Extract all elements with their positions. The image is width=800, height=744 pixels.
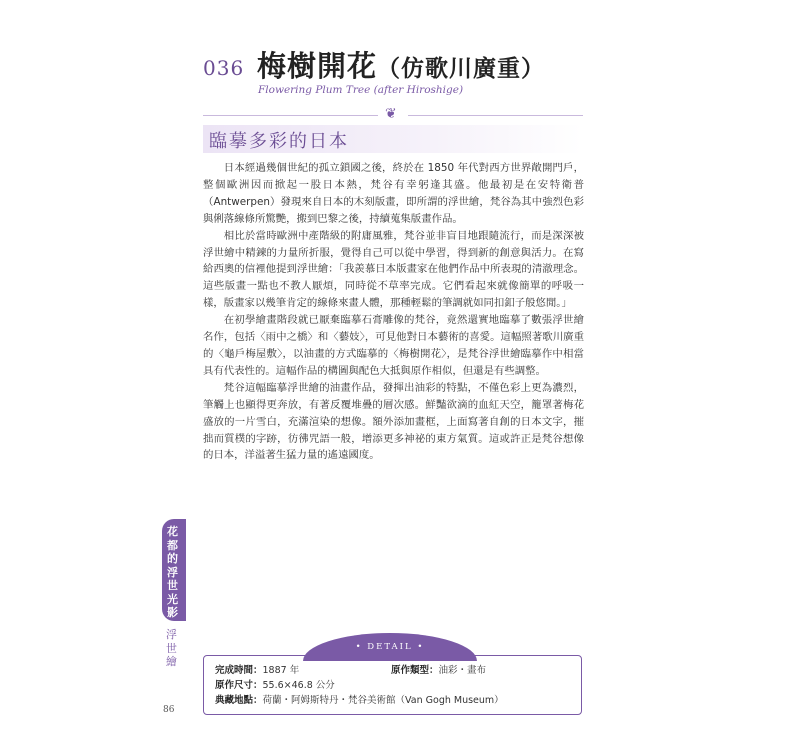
- section-title: 臨摹多彩的日本: [209, 131, 349, 152]
- section-band: [203, 125, 583, 153]
- detail-value: 荷蘭・阿姆斯特丹・梵谷美術館（Van Gogh Museum）: [262, 695, 504, 706]
- page-title: [257, 44, 545, 85]
- paragraph: 日本經過幾個世紀的孤立鎖國之後，終於在 1850 年代對西方世界敞開門戶，整個歐洲因而掀起一股日本熱，梵谷有幸躬逢其盛。他最初是在安特衛普（Antwerpen）發現來自日本的木刻版畫，即所謂的浮世繪，梵谷為其中強烈色彩與俐落線條所驚艷，搬到巴黎之後，持續蒐集版畫作品。: [203, 162, 584, 225]
- title-main: 梅樹開花: [257, 49, 378, 83]
- divider-line-right: [408, 115, 583, 116]
- detail-value: 1887 年: [262, 665, 300, 676]
- detail-size: [215, 677, 335, 691]
- side-tab-label: 花都的浮世光影: [167, 525, 178, 619]
- english-subtitle: Flowering Plum Tree (after Hiroshige): [258, 84, 464, 96]
- chapter-side-tab: [162, 519, 186, 621]
- side-subtitle: 浮世繪: [166, 628, 177, 668]
- detail-value: 55.6×46.8 公分: [262, 680, 335, 691]
- chapter-number: 036: [203, 56, 245, 80]
- header-divider: [203, 106, 583, 122]
- article-body: [203, 160, 584, 464]
- paragraph: 相比於當時歐洲中產階級的附庸風雅，梵谷並非盲目地跟隨流行，而是深深被浮世繪中精鍊的力量所折服，覺得自己可以從中學習，得到新的創意與活力。在寫給西奧的信裡他提到浮世繪：「我羨慕日本版畫家在他們作品中所表現的清澈理念。這些版畫一點也不教人厭煩，同時從不草率完成。它們看起來就像簡單的呼吸一樣，版畫家以幾筆肯定的線條來畫人體，那種輕鬆的筆調就如同扣釦子般悠閒。」: [203, 229, 584, 310]
- detail-value: 油彩・畫布: [438, 665, 487, 676]
- title-suffix: （仿歌川廣重）: [377, 55, 546, 82]
- detail-key: 原作類型：: [391, 665, 439, 676]
- detail-medium: [391, 662, 486, 676]
- detail-cap: [303, 633, 477, 661]
- detail-key: 典藏地點：: [215, 695, 263, 706]
- ornament-icon: ❦: [385, 106, 397, 122]
- divider-line-left: [203, 115, 378, 116]
- paragraph: 在初學繪畫階段就已厭棄臨摹石膏雕像的梵谷，竟然還實地臨摹了數張浮世繪名作，包括〈雨中之橋〉和〈藝妓〉，可見他對日本藝術的喜愛。這幅照著歌川廣重的〈龜戶梅屋敷〉，以油畫的方式臨摹的〈梅樹開花〉，是梵谷浮世繪臨摹作中相當具有代表性的。這幅作品的構圖與配色大抵與原作相似，但還是有些調整。: [203, 314, 584, 377]
- detail-box: [203, 655, 582, 715]
- detail-label: • DETAIL •: [355, 642, 425, 652]
- detail-key: 完成時間：: [215, 665, 263, 676]
- detail-key: 原作尺寸：: [215, 680, 263, 691]
- page-number: 86: [163, 705, 175, 715]
- detail-completion: [215, 662, 299, 676]
- paragraph: 梵谷這幅臨摹浮世繪的油畫作品，發揮出油彩的特點，不僅色彩上更為濃烈，筆觸上也顯得更奔放，有著反覆堆疊的層次感。鮮豔欲滴的血紅天空，籠罩著梅花盛放的一片雪白，充滿渲染的想像。額外添加畫框，上面寫著自創的日本文字，摧拙而質樸的字跡，彷彿咒語一般，增添更多神祕的東方氣質。這或許正是梵谷想像的日本，洋溢著生猛力量的遙遠國度。: [203, 381, 584, 462]
- detail-collection: [215, 692, 504, 706]
